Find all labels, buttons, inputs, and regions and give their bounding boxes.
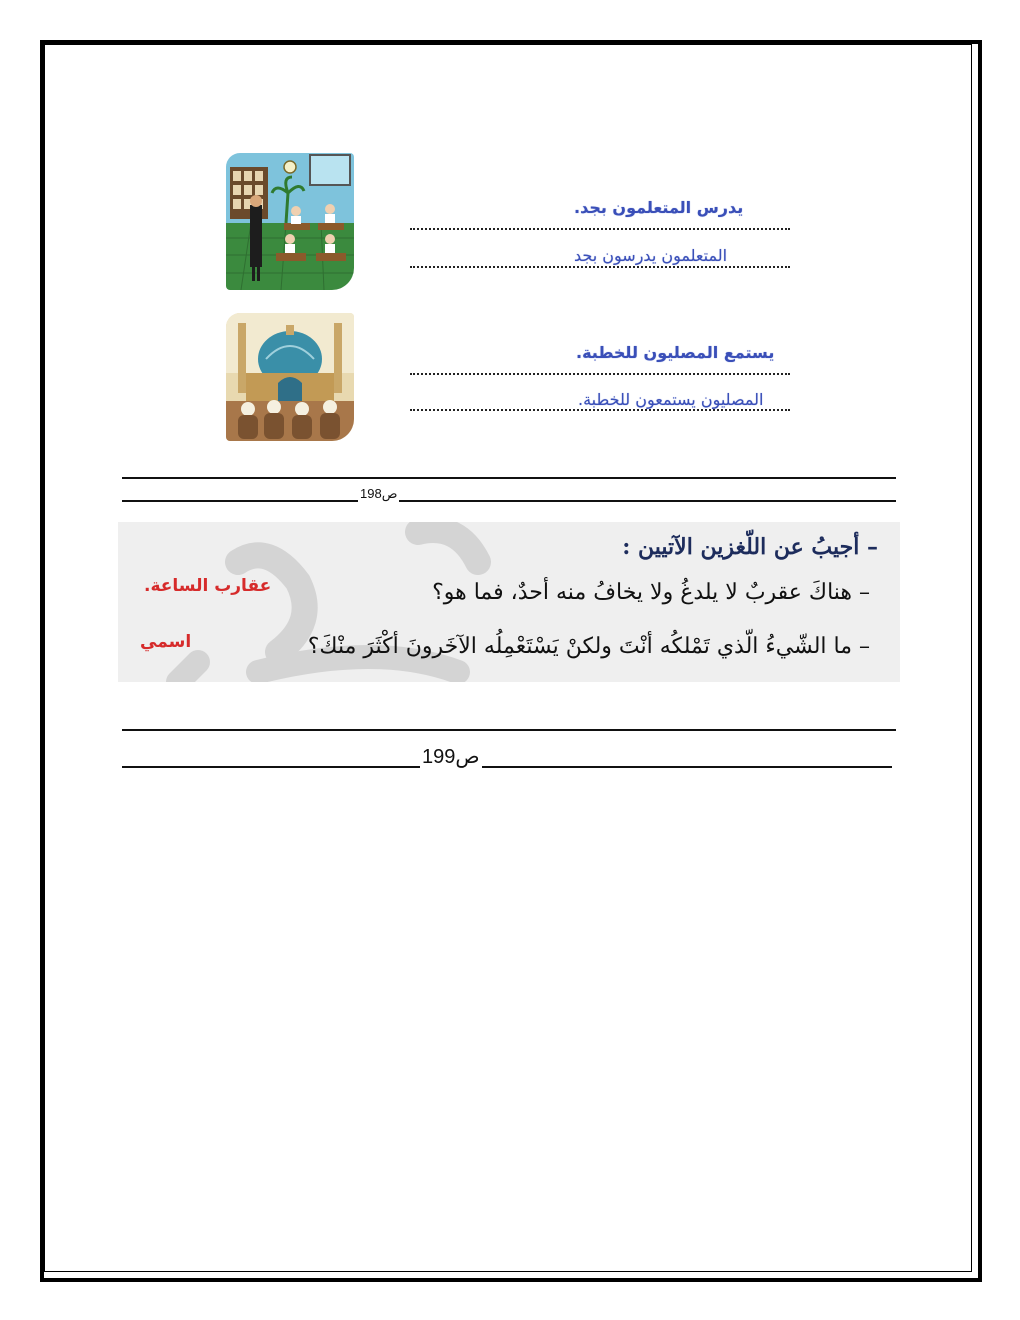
separator-rule <box>122 766 892 768</box>
riddle-answer-1: عقارب الساعة. <box>144 576 272 596</box>
answer-line <box>410 266 790 268</box>
sentence-1-1: يدرس المتعلمون بجد. <box>574 198 744 217</box>
page-number-199: ص199 <box>422 746 480 768</box>
riddles-exercise <box>118 522 900 682</box>
sentence-2-1: يستمع المصليون للخطبة. <box>576 343 775 362</box>
riddle-question-1: – هناكَ عقربٌ لا يلدغُ ولا يخافُ منه أحدٌ، فما هو؟ <box>432 580 870 605</box>
sentence-2-2: المصليون يستمعون للخطبة. <box>578 390 764 409</box>
sentence-1-2: المتعلمون يدرسون بجد <box>574 246 728 265</box>
answer-line <box>410 228 790 230</box>
separator-rule <box>122 729 896 731</box>
classroom-illustration-icon <box>226 153 354 290</box>
separator-rule <box>122 477 896 479</box>
answer-line <box>410 373 790 375</box>
mosque-illustration-icon <box>226 313 354 441</box>
exercise-title: – أجيبُ عن اللّغزين الآتيين : <box>622 534 878 560</box>
riddle-answer-2: اسمي <box>140 632 192 652</box>
classroom-picture <box>226 153 354 290</box>
answer-line <box>410 409 790 411</box>
mosque-picture <box>226 313 354 441</box>
separator-rule <box>122 500 896 502</box>
riddle-question-2: – ما الشّيءُ الّذي تَمْلكُه أنْتَ ولكنْ يَسْتَعْمِلُه الآخَرونَ أكْثَرَ منْكَ؟ <box>307 634 870 659</box>
page-number-198: ص198 <box>360 486 398 501</box>
